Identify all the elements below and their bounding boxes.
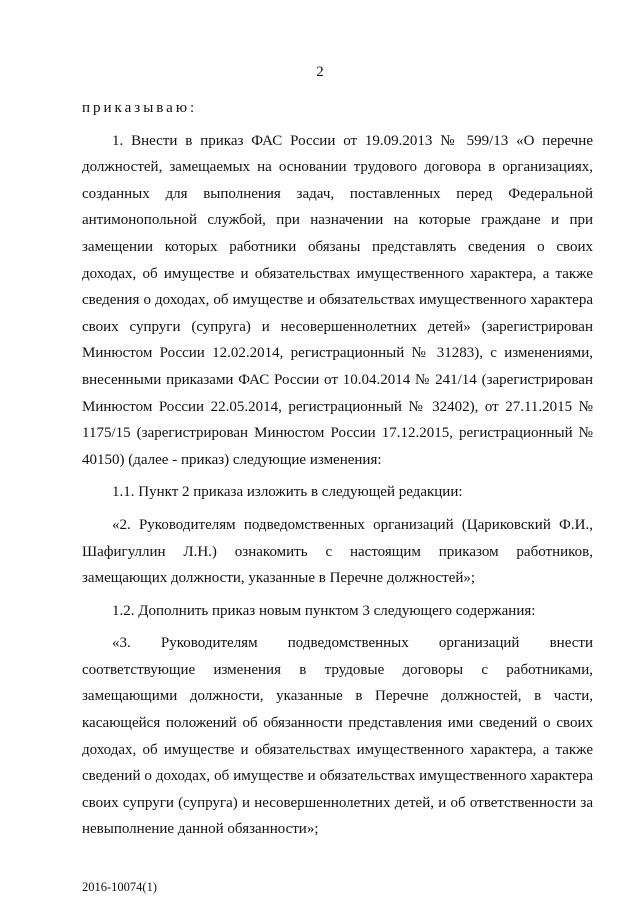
paragraph-amend-order: 1. Внести в приказ ФАС России от 19.09.2013 № 599/13 «О перечне должностей, замещаемых на основании трудового договора в организациях, созданных для выполнения задач, поставленных перед Федеральной антимонопольной службой, при назначении на которые граждане и при замещении которых работники обязаны представлять сведения о своих доходах, об имуществе и обязательствах имущественного характера, а также сведения о доходах, об имуществе и обязательствах имущественного характера своих супруги (супруга) и несовершеннолетних детей» (зарегистрирован Минюстом России 12.02.2014, регистрационный № 31283), с изменениями, внесенными приказами ФАС России от 10.04.2014 № 241/14 (зарегистрирован Минюстом России 22.05.2014, регистрационный № 32402), от 27.11.2015 № 1175/15 (зарегистрирован Минюстом России 17.12.2015, регистрационный № 40150) (далее - приказ) следующие изменения: [82,132,593,468]
paragraph-item-1-2: 1.2. Дополнить приказ новым пунктом 3 следующего содержания: [112,602,536,619]
paragraph-new-item-3: «3. Руководителям подведомственных организаций внести соответствующие изменения в трудовые договоры с работниками, замещающими должности, указанные в Перечне должностей, в части, касающейся положений об обязанности представления ими сведений о своих доходах, об имуществе и обязательствах имущественного характера, а также сведений о доходах, об имуществе и обязательствах имущественного характера своих супруги (супруга) и несовершеннолетних детей, и об ответственности за невыполнение данной обязанности»; [82,635,593,838]
document-body [82,95,593,843]
paragraph-new-item-2: «2. Руководителям подведомственных организаций (Цариковский Ф.И., Шафигуллин Л.Н.) ознакомить с настоящим приказом работников, замещающих должности, указанные в Перечне должностей»; [82,516,593,587]
paragraph-item-1-1: 1.1. Пункт 2 приказа изложить в следующей редакции: [112,484,463,501]
page-number: 2 [316,64,324,80]
order-word: приказываю: [82,100,198,116]
document-code: 2016-10074(1) [82,880,157,894]
